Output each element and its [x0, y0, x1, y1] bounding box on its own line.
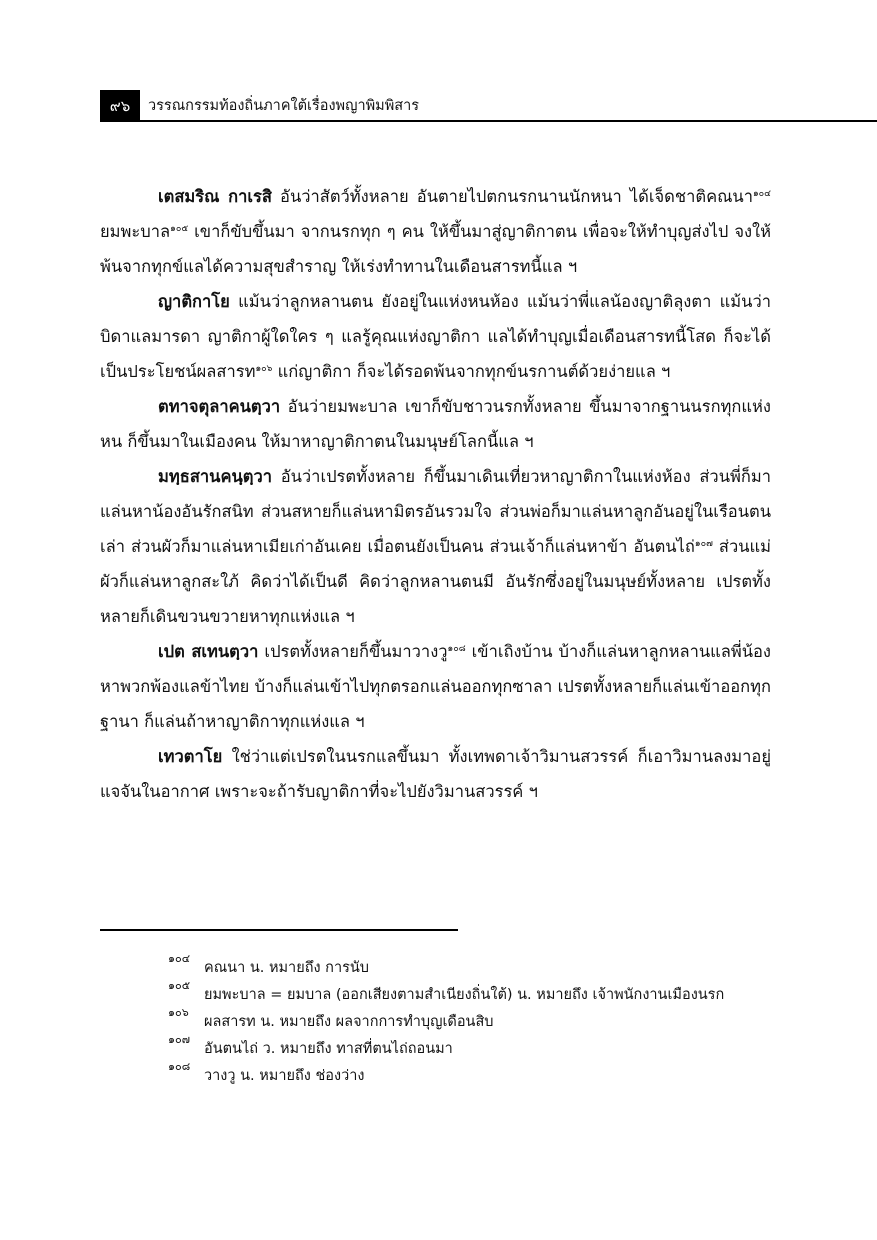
running-title: วรรณกรรมท้องถิ่นภาคใต้เรื่องพญาพิมพิสาร	[148, 98, 420, 114]
paragraph	[100, 389, 771, 459]
paragraph	[100, 739, 771, 809]
paragraph	[100, 634, 771, 739]
footnote-mark: ๑๐๗	[168, 1033, 190, 1046]
footnote-ref[interactable]: ๑๐๘	[447, 644, 466, 654]
page-number: ๙๖	[100, 90, 140, 122]
paragraph-text: ยมพะบาล	[100, 222, 171, 241]
footnote-text: อันตนไถ่ ว. หมายถึง ทาสที่ตนไถ่ถอนมา	[204, 1041, 453, 1057]
pali-term: มทฺธสานคนฺตฺวา	[158, 467, 273, 486]
paragraph-text: อันว่าเปรตทั้งหลาย ก็ขึ้นมาเดินเที่ยวหาญาติกาในแห่งห้อง ส่วนพี่ก็มาแล่นหาน้องอันรักสนิท ส่วนสหายก็แล่นหามิตรอันรวมใจ ส่วนพ่อก็มาแล่นหาลูกอันอยู่ในเรือนตนเล่า ส่วนผัวก็มาแล่นหาเมียเก่าอันเคย เมื่อตนยังเป็นคน ส่วนเจ้าก็แล่นหาข้า อันตนไถ่	[100, 467, 771, 556]
footnote-text: วางวู น. หมายถึง ช่องว่าง	[204, 1068, 365, 1084]
pali-term: ญาติกาโย	[158, 292, 230, 311]
pali-term: เทวตาโย	[158, 747, 223, 766]
footnote-ref[interactable]: ๑๐๔	[752, 189, 771, 199]
footnote	[168, 952, 773, 982]
footnote-mark: ๑๐๔	[168, 952, 191, 965]
footnote-ref[interactable]: ๑๐๖	[255, 364, 273, 374]
footnotes	[168, 952, 773, 1090]
paragraph	[100, 459, 771, 634]
paragraph-text: เขาก็ขับขึ้นมา จากนรกทุก ๆ คน ให้ขึ้นมาสู่ญาติกาตน เพื่อจะให้ทำบุญส่งไป จงให้พ้นจากทุกข์แลได้ความสุขสำราญ ให้เร่งทำทานในเดือนสารทนี้แล ฯ	[100, 222, 771, 276]
footnote-text: ยมพะบาล = ยมบาล (ออกเสียงตามสำเนียงถิ่นใต้) น. หมายถึง เจ้าพนักงานเมืองนรก	[204, 987, 725, 1003]
paragraph-text: ใช่ว่าแต่เปรตในนรกแลขึ้นมา ทั้งเทพดาเจ้าวิมานสวรรค์ ก็เอาวิมานลงมาอยู่แจจันในอากาศ เพราะจะถ้ารับญาติกาที่จะไปยังวิมานสวรรค์ ฯ	[100, 747, 771, 801]
paragraph	[100, 179, 771, 284]
header-rule	[140, 120, 877, 122]
footnote	[168, 1006, 773, 1036]
pali-term: ตทาจตุลาคนตฺวา	[158, 397, 281, 416]
footnote-text: ผลสารท น. หมายถึง ผลจากการทำบุญเดือนสิบ	[204, 1014, 494, 1030]
footnote-mark: ๑๐๖	[168, 1006, 189, 1019]
footnote-text: คณนา น. หมายถึง การนับ	[204, 960, 369, 976]
paragraph-text: แก่ญาติกา ก็จะได้รอดพ้นจากทุกข์นรกานต์ด้วยง่ายแล ฯ	[272, 362, 671, 381]
paragraph-text: อันว่ายมพะบาล เขาก็ขับชาวนรกทั้งหลาย ขึ้นมาจากฐานนรกทุกแห่งหน ก็ขึ้นมาในเมืองคน ให้มาหาญาติกาตนในมนุษย์โลกนี้แล ฯ	[100, 397, 771, 451]
pali-term: เปต สเทนตฺวา	[158, 642, 259, 661]
paragraph-text: แม้นว่าลูกหลานตน ยังอยู่ในแห่งหนห้อง แม้นว่าพี่แลน้องญาติลุงตา แม้นว่าบิดาแลมารดา ญาติกาผู้ใดใคร ๆ แลรู้คุณแห่งญาติกา แลได้ทำบุญเมื่อเดือนสารทนี้โสด ก็จะได้เป็นประโยชน์ผลสารท	[100, 292, 771, 381]
pali-term: เตสมริณ กาเรสิ	[158, 187, 272, 206]
footnote-mark: ๑๐๕	[168, 979, 191, 992]
footnote-ref[interactable]: ๑๐๕	[170, 224, 189, 234]
footnote	[168, 1033, 773, 1063]
paragraph-text: เข้าเถิงบ้าน บ้างก็แล่นหาลูกหลานแลพี่น้องหาพวกพ้องแลข้าไทย บ้างก็แล่นเข้าไปทุกตรอกแล่นออกทุกซาลา เปรตทั้งหลายก็แล่นเข้าออกทุกฐานา ก็แล่นถ้าหาญาติกาทุกแห่งแล ฯ	[100, 642, 771, 731]
footnote	[168, 979, 773, 1009]
footnote-mark: ๑๐๘	[168, 1060, 191, 1073]
body-text	[100, 179, 771, 809]
running-header	[100, 90, 877, 122]
paragraph-text: ส่วนแม่ผัวก็แล่นหาลูกสะใภ้ คิดว่าได้เป็นดี คิดว่าลูกหลานตนมี อันรักซึ่งอยู่ในมนุษย์ทั้งหลาย เปรตทั้งหลายก็เดินขวนขวายหาทุกแห่งแล ฯ	[100, 537, 772, 626]
footnote-ref[interactable]: ๑๐๗	[694, 539, 713, 549]
paragraph-text: อันว่าสัตว์ทั้งหลาย อันตายไปตกนรกนานนักหนา ได้เจ็ดชาติคณนา	[271, 187, 753, 206]
paragraph-text: เปรตทั้งหลายก็ขึ้นมาวางวู	[258, 642, 448, 661]
paragraph	[100, 284, 771, 389]
footnote	[168, 1060, 773, 1090]
footnote-rule	[100, 929, 458, 931]
